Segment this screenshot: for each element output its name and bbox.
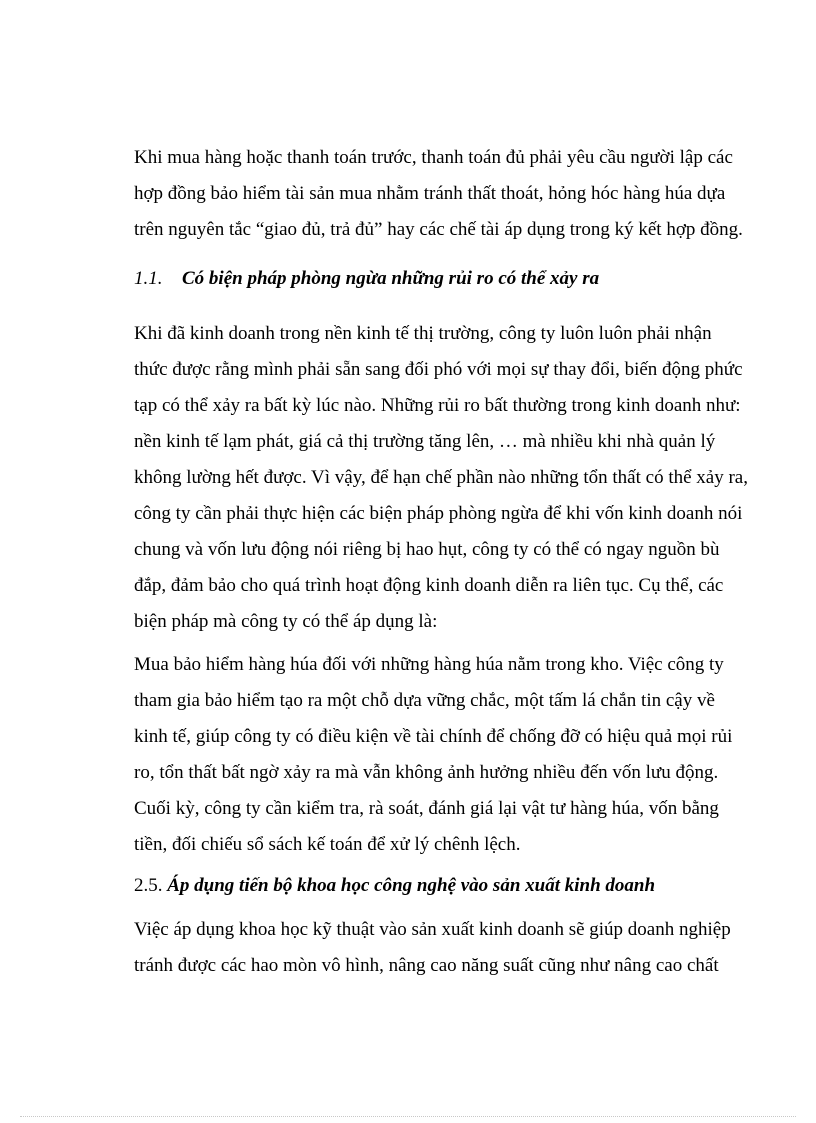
text-line: không lường hết được. Vì vậy, để hạn chế phần nào những tổn thất có thể xảy ra, [134, 467, 748, 488]
paragraph-risk-prevention [134, 316, 748, 640]
text-line: tạp có thể xảy ra bất kỳ lúc nào. Những rủi ro bất thường trong kinh doanh như: [134, 395, 741, 416]
text-line: tham gia bảo hiểm tạo ra một chỗ dựa vững chắc, một tấm lá chắn tin cậy về [134, 690, 715, 711]
text-line: công ty cần phải thực hiện các biện pháp phòng ngừa để khi vốn kinh doanh nói [134, 503, 743, 524]
section-number: 2.5. [134, 875, 163, 896]
text-line: Mua bảo hiểm hàng húa đối với những hàng húa nằm trong kho. Việc công ty [134, 654, 724, 675]
text-line: đắp, đảm bảo cho quá trình hoạt động kinh doanh diễn ra liên tục. Cụ thể, các [134, 575, 724, 596]
text-line: chung và vốn lưu động nói riêng bị hao hụt, công ty có thể có ngay nguồn bù [134, 539, 720, 560]
section-number: 1.1. [134, 268, 163, 289]
text-line: tiền, đối chiếu sổ sách kế toán để xử lý chênh lệch. [134, 834, 521, 855]
text-line: kinh tế, giúp công ty có điều kiện về tài chính để chống đỡ có hiệu quả mọi rủi [134, 726, 733, 747]
text-line: tránh được các hao mòn vô hình, nâng cao năng suất cũng như nâng cao chất [134, 955, 719, 976]
text-line: biện pháp mà công ty có thể áp dụng là: [134, 611, 438, 632]
text-line: Khi đã kinh doanh trong nền kinh tế thị trường, công ty luôn luôn phải nhận [134, 323, 712, 344]
paragraph-inventory-insurance [134, 647, 744, 863]
page-bottom-rule [20, 1116, 796, 1117]
text-line: hợp đồng bảo hiểm tài sản mua nhằm tránh thất thoát, hỏng hóc hàng húa dựa [134, 183, 726, 204]
text-line: Cuối kỳ, công ty cần kiểm tra, rà soát, đánh giá lại vật tư hàng húa, vốn bằng [134, 798, 719, 819]
section-title: Có biện pháp phòng ngừa những rủi ro có thể xảy ra [182, 268, 600, 289]
paragraph-technology-application [134, 912, 744, 984]
text-line: Việc áp dụng khoa học kỹ thuật vào sản xuất kinh doanh sẽ giúp doanh nghiệp [134, 919, 731, 940]
text-line: Khi mua hàng hoặc thanh toán trước, thanh toán đủ phải yêu cầu người lập các [134, 147, 733, 168]
text-line: thức được rằng mình phải sẵn sang đối phó với mọi sự thay đổi, biến động phức [134, 359, 743, 380]
text-line: nền kinh tế lạm phát, giá cả thị trường tăng lên, … mà nhiều khi nhà quản lý [134, 431, 716, 452]
text-line: trên nguyên tắc “giao đủ, trả đủ” hay các chế tài áp dụng trong ký kết hợp đồng. [134, 219, 743, 240]
section-title: Áp dụng tiến bộ khoa học công nghệ vào sản xuất kinh doanh [167, 875, 656, 896]
text-line: ro, tổn thất bất ngờ xảy ra mà vẫn không ảnh hưởng nhiều đến vốn lưu động. [134, 762, 719, 783]
section-heading-2-5 [134, 874, 655, 898]
paragraph-insurance-on-purchase [134, 140, 744, 248]
section-heading-1-1 [134, 267, 599, 291]
